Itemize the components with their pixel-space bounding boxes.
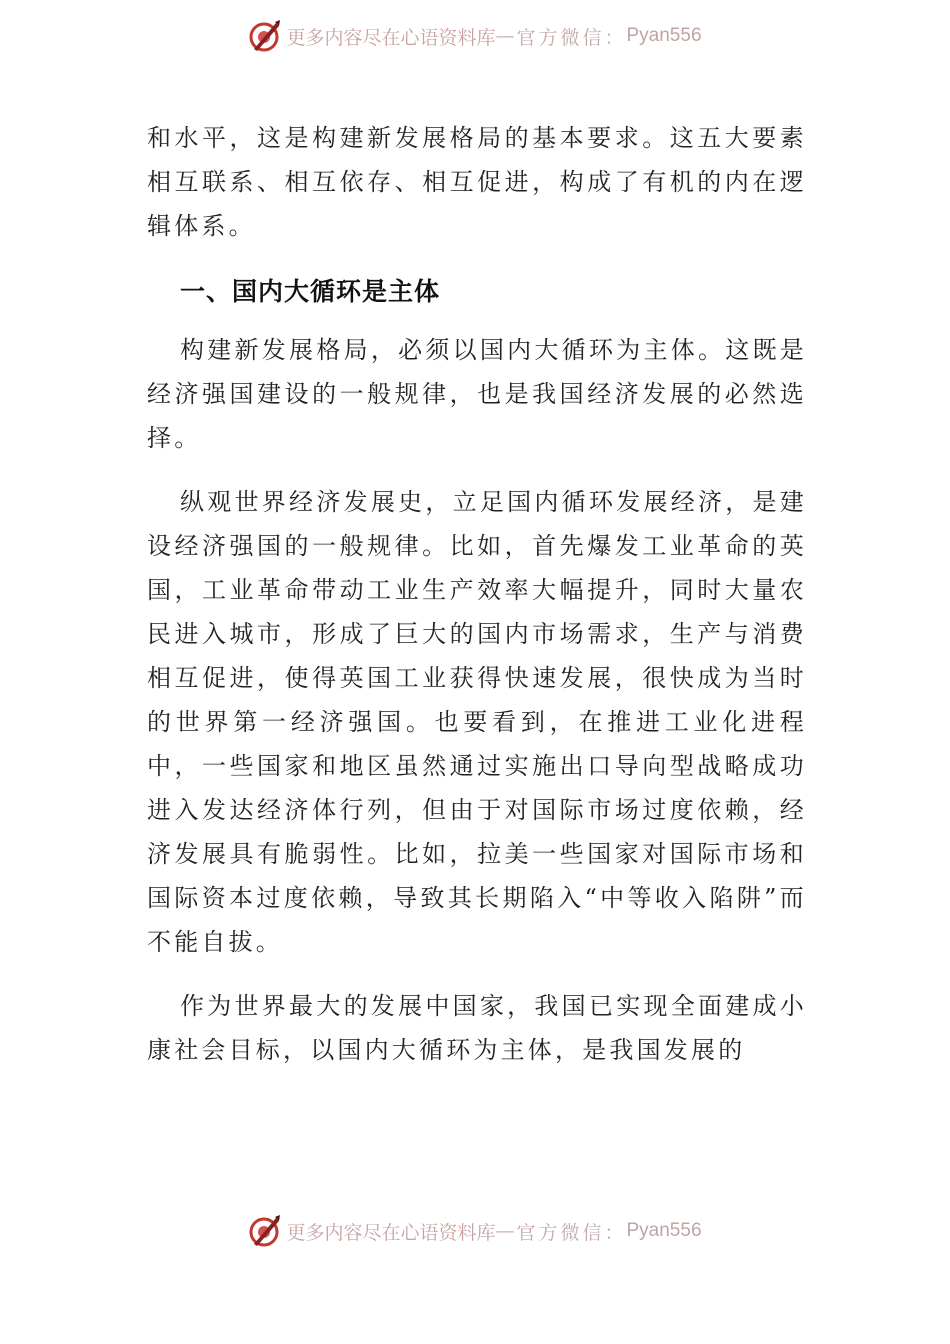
pen-logo-icon xyxy=(248,19,282,53)
pen-logo-icon xyxy=(248,1214,282,1248)
header-watermark xyxy=(0,16,950,56)
header-wechat-label: 官方微信： xyxy=(516,26,627,49)
footer-wechat-id: Pyan556 xyxy=(626,1220,702,1241)
footer-watermark xyxy=(0,1211,950,1251)
article-body xyxy=(147,116,807,1072)
paragraph-2: 构建新发展格局，必须以国内大循环为主体。这既是经济强国建设的一般规律，也是我国经济发展的必然选择。 xyxy=(147,336,807,452)
paragraph-4: 作为世界最大的发展中国家，我国已实现全面建成小康社会目标，以国内大循环为主体，是我国发展的 xyxy=(147,992,807,1064)
section-heading: 一、国内大循环是主体 xyxy=(180,277,441,306)
footer-separator: — xyxy=(495,1220,517,1242)
paragraph-3: 纵观世界经济发展史，立足国内循环发展经济，是建设经济强国的一般规律。比如，首先爆发工业革命的英国，工业革命带动工业生产效率大幅提升，同时大量农民进入城市，形成了巨大的国内市场需求，生产与消费相互促进，使得英国工业获得快速发展，很快成为当时的世界第一经济强国。也要看到，在推进工业化进程中，一些国家和地区虽然通过实施出口导向型战略成功进入发达经济体行列，但由于对国际市场过度依赖，经济发展具有脆弱性。比如，拉美一些国家对国际市场和国际资本过度依赖，导致其长期陷入“中等收入陷阱”而不能自拔。 xyxy=(147,488,807,956)
footer-site-text: 更多内容尽在心语资料库 xyxy=(286,1221,496,1244)
header-separator: — xyxy=(495,25,517,47)
footer-wechat-label: 官方微信： xyxy=(516,1221,627,1244)
paragraph-1: 和水平，这是构建新发展格局的基本要求。这五大要素相互联系、相互依存、相互促进，构成了有机的内在逻辑体系。 xyxy=(147,124,807,240)
header-site-text: 更多内容尽在心语资料库 xyxy=(286,26,496,49)
header-wechat-id: Pyan556 xyxy=(626,25,702,46)
